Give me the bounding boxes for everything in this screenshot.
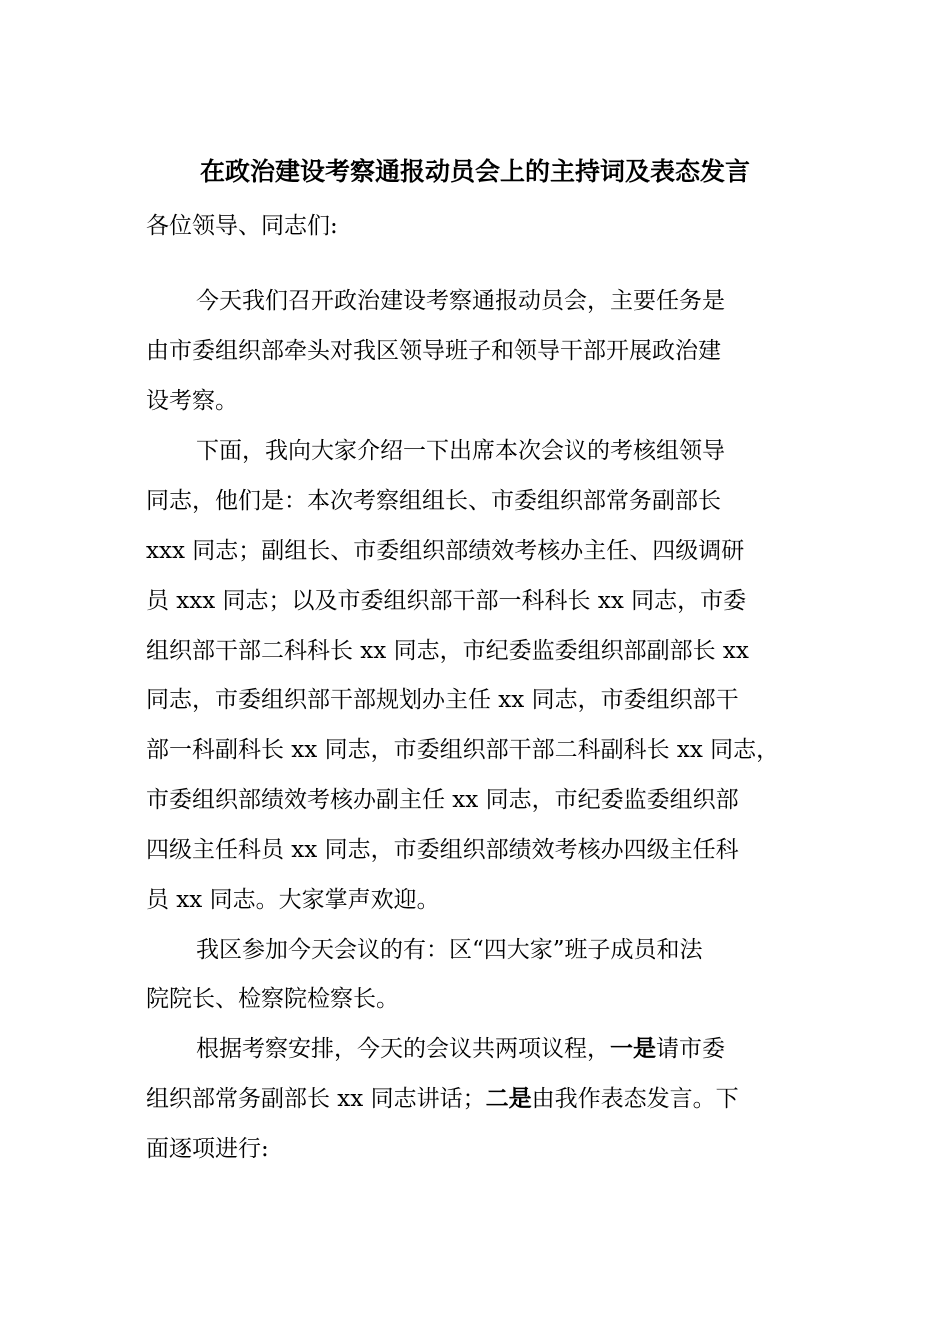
paragraph-2-line-5: 组织部干部二科科长 xx 同志，市纪委监委组织部副部长 xx — [146, 638, 749, 664]
agenda-line-1-tail: 请市委 — [656, 1036, 725, 1062]
agenda-line-2 — [146, 1083, 739, 1115]
agenda-line-1 — [196, 1033, 725, 1065]
paragraph-3-line-1: 我区参加今天会议的有：区“四大家”班子成员和法 — [196, 937, 703, 963]
paragraph-1-line-3: 设考察。 — [146, 388, 238, 414]
agenda-item-2-marker: 二是 — [485, 1085, 532, 1112]
paragraph-2-line-10: 员 xx 同志。大家掌声欢迎。 — [146, 887, 440, 913]
paragraph-2-line-3: xxx 同志；副组长、市委组织部绩效考核办主任、四级调研 — [146, 538, 745, 564]
paragraph-2-line-2: 同志，他们是：本次考察组组长、市委组织部常务副部长 — [146, 488, 721, 514]
paragraph-1-line-2: 由市委组织部牵头对我区领导班子和领导干部开展政治建 — [146, 338, 721, 364]
agenda-line-3: 面逐项进行: — [146, 1136, 269, 1162]
paragraph-2-line-6: 同志，市委组织部干部规划办主任 xx 同志，市委组织部干 — [146, 687, 739, 713]
paragraph-2-line-9: 四级主任科员 xx 同志，市委组织部绩效考核办四级主任科 — [146, 837, 739, 863]
paragraph-2-line-8: 市委组织部绩效考核办副主任 xx 同志，市纪委监委组织部 — [146, 787, 739, 813]
agenda-line-2-tail: 由我作表态发言。下 — [531, 1086, 739, 1112]
salutation: 各位领导、同志们: — [146, 213, 338, 239]
agenda-item-1-marker: 一是 — [610, 1035, 656, 1062]
paragraph-2-line-4: 员 xxx 同志；以及市委组织部干部一科科长 xx 同志，市委 — [146, 588, 747, 614]
paragraph-2-line-7: 部一科副科长 xx 同志，市委组织部干部二科副科长 xx 同志， — [146, 737, 780, 763]
paragraph-1-line-1: 今天我们召开政治建设考察通报动员会，主要任务是 — [196, 288, 725, 314]
paragraph-2-line-1: 下面，我向大家介绍一下出席本次会议的考核组领导 — [196, 438, 725, 464]
document-title: 在政治建设考察通报动员会上的主持词及表态发言 — [199, 157, 750, 186]
agenda-line-2-text: 组织部常务副部长 xx 同志讲话； — [146, 1086, 486, 1112]
paragraph-3-line-2: 院院长、检察院检察长。 — [146, 986, 399, 1012]
agenda-line-1-text: 根据考察安排，今天的会议共两项议程， — [196, 1036, 610, 1062]
